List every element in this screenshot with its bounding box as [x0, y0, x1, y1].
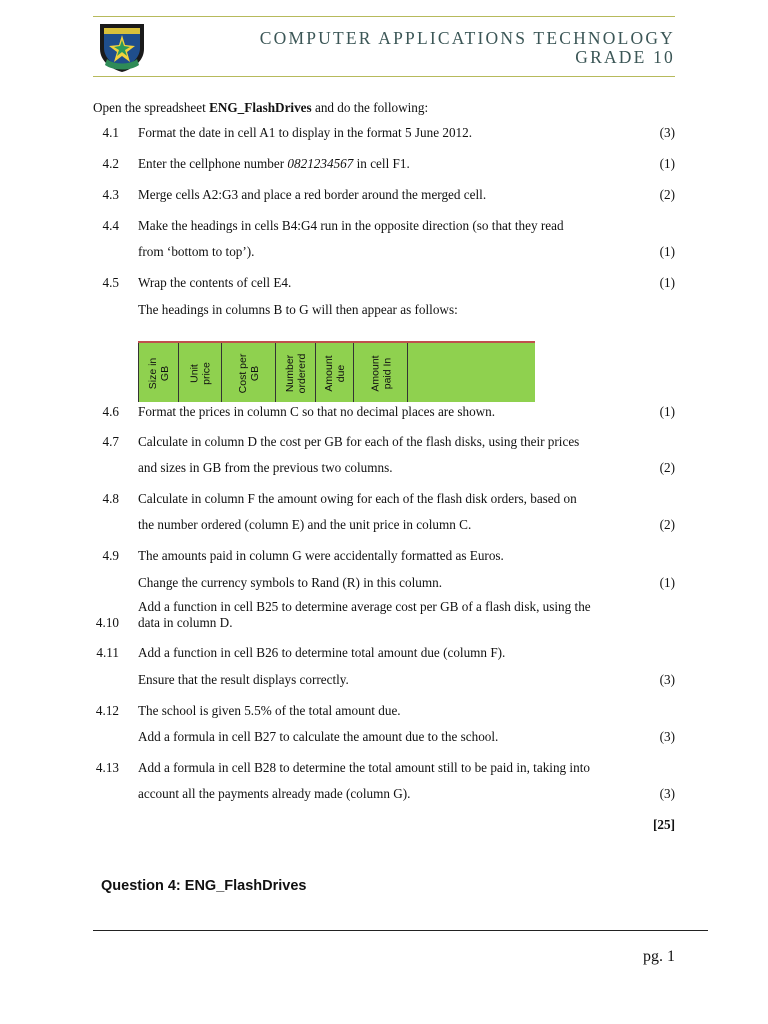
footer-rule [93, 930, 708, 931]
item-text-line2: account all the payments already made (column G). [138, 786, 411, 801]
intro-suffix: and do the following: [311, 100, 429, 115]
item-number: 4.11 [96, 645, 119, 660]
intro-prefix: Open the spreadsheet [93, 100, 210, 115]
heading-cell-label: Unitprice [188, 362, 213, 385]
intro-filename: ENG_FlashDrives [209, 100, 312, 115]
item-text-line1: Make the headings in cells B4:G4 run in the opposite direction (so that they read [138, 218, 564, 233]
item-number: 4.4 [102, 218, 119, 233]
heading-cell-label: Amountdue [323, 355, 347, 392]
item-text-line1: Calculate in column D the cost per GB for each of the flash disks, using their prices [138, 434, 580, 449]
item-number: 4.9 [102, 548, 119, 563]
item-number: 4.8 [102, 491, 119, 506]
school-crest-logo [97, 21, 147, 73]
header-subject: COMPUTER APPLICATIONS TECHNOLOGY [259, 28, 675, 48]
item-number: 4.13 [95, 760, 119, 775]
item-marks: (1) [659, 244, 675, 259]
item-text-line1: The school is given 5.5% of the total amount due. [138, 703, 401, 718]
item-marks: (2) [659, 187, 675, 202]
heading-cell-label: Cost perGB [237, 353, 261, 394]
item-text-line2: The headings in columns B to G will then appear as follows: [138, 302, 458, 317]
item-text-line1: Add a formula in cell B28 to determine the total amount still to be paid in, taking into [138, 760, 590, 775]
item-text-line2: the number ordered (column E) and the unit price in column C. [138, 517, 472, 532]
heading-cell-label: Amountpaid In [369, 355, 394, 392]
header-top-rule [93, 16, 675, 17]
item-text-line1: The amounts paid in column G were accidentally formatted as Euros. [138, 548, 504, 563]
question-title: Question 4: ENG_FlashDrives [101, 878, 307, 894]
item-marks: (1) [659, 575, 675, 590]
heading-cell-label: Size inGB [147, 357, 171, 390]
item-text-line2: Add a formula in cell B27 to calculate the amount due to the school. [138, 729, 499, 744]
item-text-line1: Calculate in column F the amount owing for each of the flash disk orders, based on [138, 491, 577, 506]
total-marks: [25] [653, 817, 675, 832]
item-marks: (1) [659, 404, 675, 419]
item-marks: (1) [659, 156, 675, 171]
item-text: Merge cells A2:G3 and place a red border around the merged cell. [138, 187, 487, 202]
item-text-line2: Change the currency symbols to Rand (R) in this column. [138, 575, 442, 590]
item-number: 4.2 [102, 156, 119, 171]
item-text-line1: Add a function in cell B25 to determine average cost per GB of a flash disk, using the [138, 599, 591, 614]
item-number: 4.3 [102, 187, 119, 202]
item-marks: (3) [659, 125, 675, 140]
item-text [138, 156, 638, 172]
item-marks: (3) [659, 672, 675, 687]
item-text-line1: Add a function in cell B26 to determine total amount due (column F). [138, 645, 506, 660]
page-number: pg. 1 [643, 948, 675, 965]
item-text-line2: from ‘bottom to top’). [138, 244, 255, 259]
item-text-line2: data in column D. [138, 615, 233, 630]
item-marks: (1) [659, 275, 675, 290]
item-marks: (3) [659, 729, 675, 744]
item-number: 4.12 [95, 703, 119, 718]
heading-cell-label: Numberordererd [284, 353, 308, 394]
item-marks: (2) [659, 517, 675, 532]
item-number: 4.7 [102, 434, 119, 449]
item-marks: (2) [659, 460, 675, 475]
item-text-pre: Enter the cellphone number [138, 156, 288, 171]
header-grade: GRADE 10 [575, 47, 675, 67]
item-number: 4.6 [102, 404, 119, 419]
item-number: 4.5 [102, 275, 119, 290]
item-text-line1: Wrap the contents of cell E4. [138, 275, 292, 290]
item-text: Format the date in cell A1 to display in the format 5 June 2012. [138, 125, 473, 140]
item-marks: (3) [659, 786, 675, 801]
item-number: 4.10 [95, 615, 119, 630]
item-text-line2: and sizes in GB from the previous two columns. [138, 460, 393, 475]
headings-top-border [138, 341, 535, 343]
item-text-post: in cell F1. [353, 156, 410, 171]
intro-paragraph [93, 100, 428, 116]
item-number: 4.1 [102, 125, 119, 140]
header-bottom-rule [93, 76, 675, 77]
item-text-line2: Ensure that the result displays correctly. [138, 672, 349, 687]
item-text: Format the prices in column C so that no decimal places are shown. [138, 404, 496, 419]
rotated-headings-image [138, 341, 535, 402]
cellphone-number: 0821234567 [287, 156, 354, 171]
